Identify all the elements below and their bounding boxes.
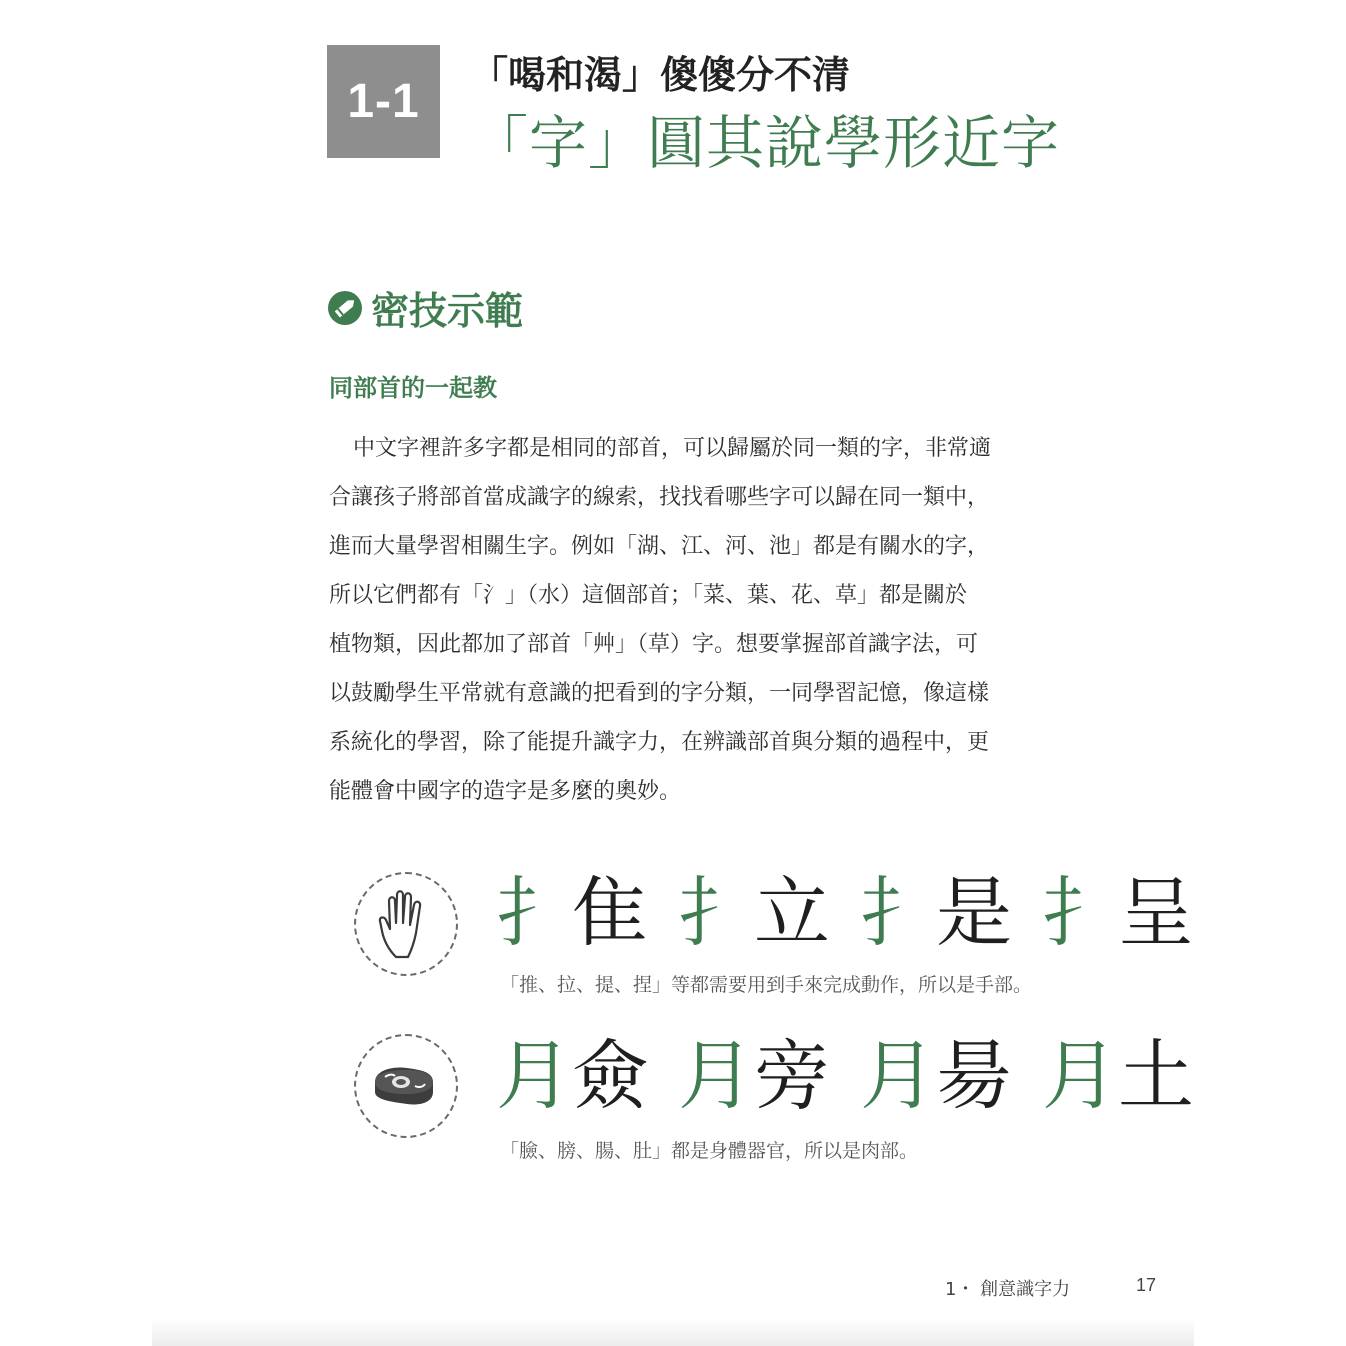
example-character: 扌呈 bbox=[1042, 868, 1194, 957]
example-flesh-radical bbox=[354, 1031, 1194, 1173]
body-paragraph bbox=[329, 424, 1079, 816]
example-character: 月僉 bbox=[496, 1031, 648, 1120]
example-characters bbox=[496, 870, 1224, 956]
chapter-subtitle: 「喝和渴」傻傻分不清 bbox=[470, 53, 851, 97]
chapter-title: 「字」圓其說學形近字 bbox=[470, 109, 1061, 177]
subheading: 同部首的一起教 bbox=[329, 374, 497, 402]
hand-icon bbox=[374, 887, 438, 961]
body-line: 能體會中國字的造字是多麼的奧妙。 bbox=[329, 779, 682, 804]
body-line: 合讓孩子將部首當成識字的線索，找找看哪些字可以歸在同一類中， bbox=[329, 485, 990, 510]
pencil-badge-icon bbox=[327, 290, 363, 326]
chapter-number-box bbox=[327, 45, 440, 158]
example-character: 扌立 bbox=[678, 868, 830, 957]
body-line: 中文字裡許多字都是相同的部首，可以歸屬於同一類的字，非常適 bbox=[353, 436, 992, 461]
example-caption: 「推、拉、提、捏」等都需要用到手來完成動作，所以是手部。 bbox=[500, 974, 1033, 996]
body-line: 系統化的學習，除了能提升識字力，在辨識部首與分類的過程中，更 bbox=[329, 730, 990, 755]
example-character: 月土 bbox=[1042, 1031, 1194, 1120]
body-line: 以鼓勵學生平常就有意識的把看到的字分類，一同學習記憶，像這樣 bbox=[329, 681, 990, 706]
example-character: 月旁 bbox=[678, 1031, 830, 1120]
body-line: 植物類，因此都加了部首「艸」（草）字。想要掌握部首識字法，可 bbox=[329, 632, 979, 657]
example-characters bbox=[496, 1033, 1224, 1119]
page-bottom-shadow bbox=[152, 1318, 1194, 1346]
body-line: 所以它們都有「氵」（水）這個部首；「菜、葉、花、草」都是關於 bbox=[329, 583, 968, 608]
meat-steak-icon bbox=[371, 1062, 441, 1110]
example-character: 扌是 bbox=[860, 868, 1012, 957]
section-title: 密技示範 bbox=[371, 288, 524, 333]
section-heading bbox=[327, 280, 523, 335]
body-line: 進而大量學習相關生字。例如「湖、江、河、池」都是有關水的字， bbox=[329, 534, 990, 559]
footer-chapter-label: 1・ 創意識字力 bbox=[945, 1279, 1071, 1300]
chapter-number: 1-1 bbox=[347, 75, 420, 128]
example-character: 月昜 bbox=[860, 1031, 1012, 1120]
meat-icon-circle bbox=[354, 1034, 458, 1138]
example-caption: 「臉、膀、腸、肚」都是身體器官，所以是肉部。 bbox=[500, 1140, 919, 1162]
example-character: 扌隹 bbox=[496, 868, 648, 957]
example-hand-radical bbox=[354, 868, 1194, 1010]
page-number: 17 bbox=[1136, 1275, 1157, 1295]
hand-icon-circle bbox=[354, 872, 458, 976]
